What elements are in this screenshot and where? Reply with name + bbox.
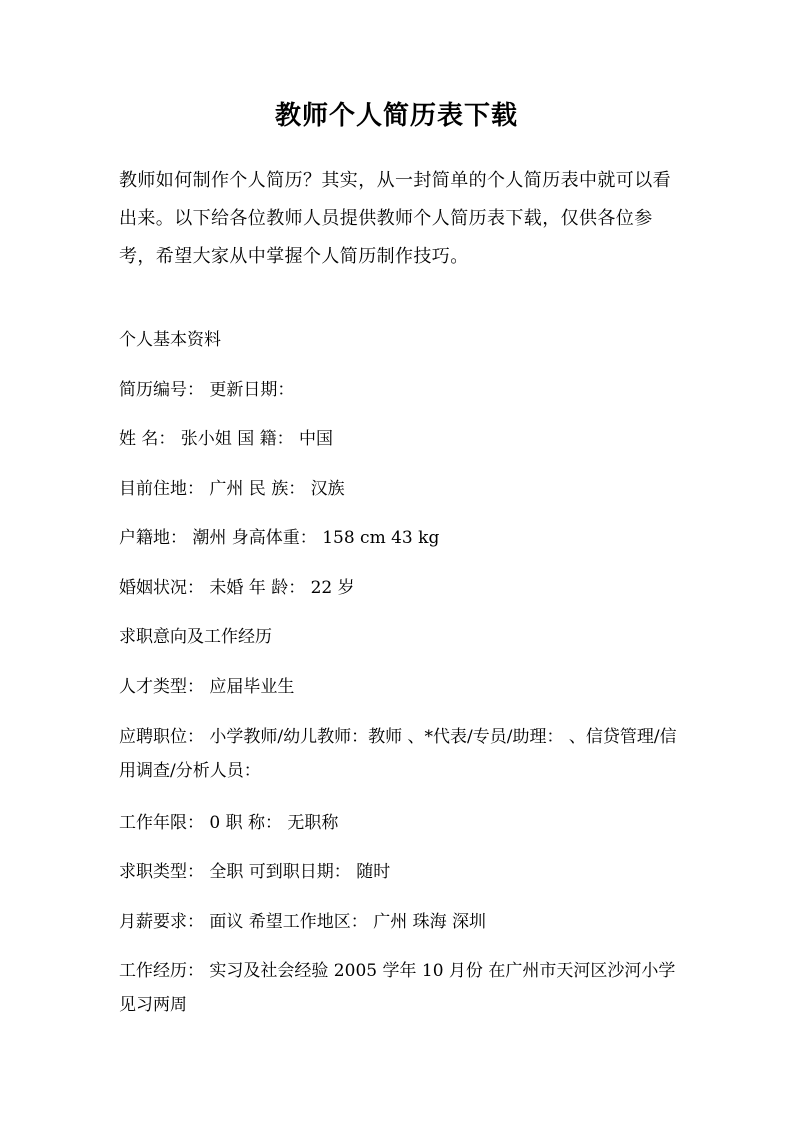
job-type-line: 求职类型： 全职 可到职日期： 随时 (119, 862, 391, 882)
document-title: 教师个人简历表下载 (274, 101, 518, 131)
name-nationality-line: 姓 名： 张小姐 国 籍： 中国 (119, 429, 334, 449)
work-experience-line: 工作经历： 实习及社会经验 2005 学年 10 月份 在广州市天河区沙河小学见习两周 (119, 961, 676, 1015)
work-years-title-line: 工作年限： 0 职 称： 无职称 (119, 813, 339, 833)
talent-type-line: 人才类型： 应届毕业生 (119, 677, 295, 697)
hukou-height-weight-line: 户籍地： 潮州 身高体重： 158 cm 43 kg (119, 528, 440, 548)
salary-area-line: 月薪要求： 面议 希望工作地区： 广州 珠海 深圳 (119, 912, 487, 932)
section-heading-basic-info: 个人基本资料 (119, 330, 221, 350)
resume-number-line: 简历编号： 更新日期： (119, 380, 295, 400)
intro-paragraph: 教师如何制作个人简历？其实，从一封简单的个人简历表中就可以看出来。以下给各位教师人员提供教师个人简历表下载，仅供各位参考，希望大家从中掌握个人简历制作技巧。 (119, 170, 671, 267)
section-heading-job-intent: 求职意向及工作经历 (119, 627, 272, 647)
residence-ethnicity-line: 目前住地： 广州 民 族： 汉族 (119, 479, 345, 499)
applied-position-line: 应聘职位： 小学教师/幼儿教师：教师 、*代表/专员/助理： 、信贷管理/信用调查/分析人员： (119, 727, 677, 781)
marital-age-line: 婚姻状况： 未婚 年 龄： 22 岁 (119, 578, 355, 598)
